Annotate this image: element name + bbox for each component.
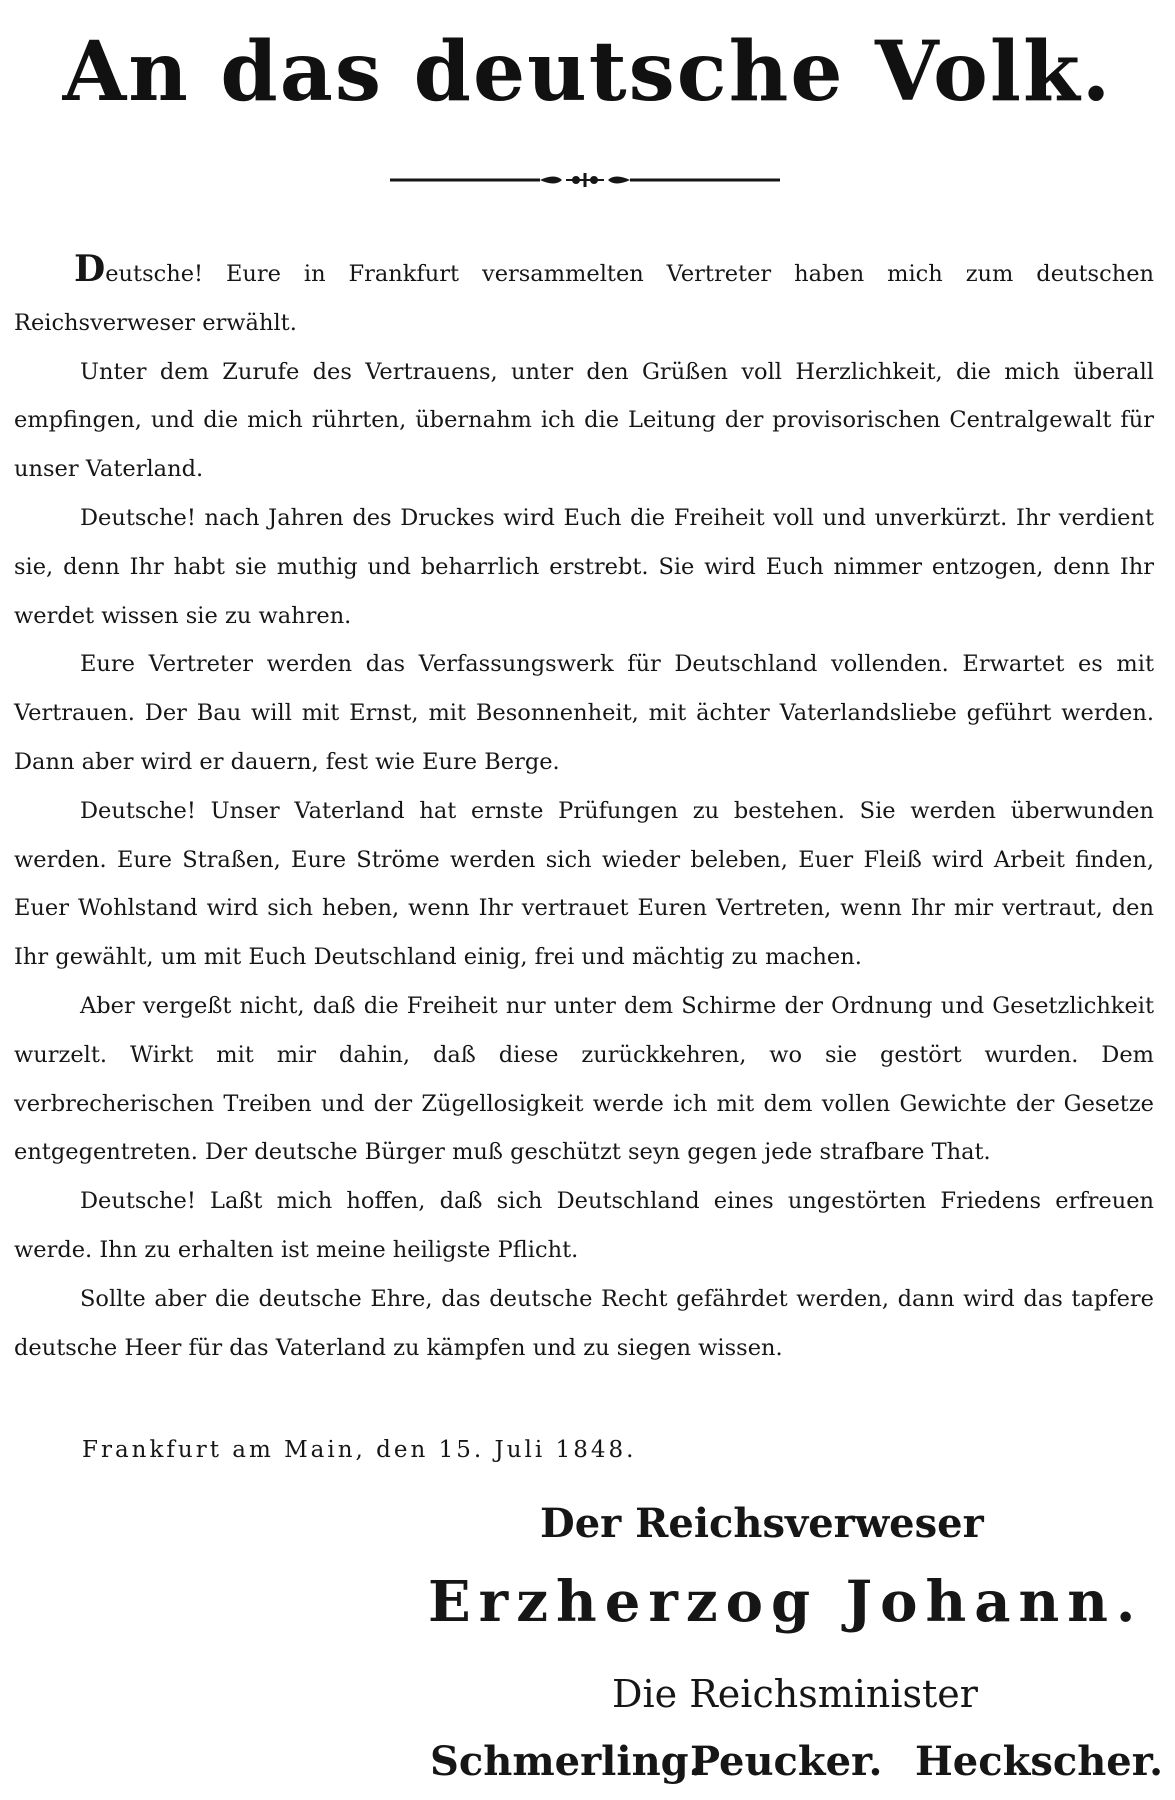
ministers-signatures — [430, 1730, 1164, 1794]
signature-title: Der Reichsverweser — [540, 1500, 984, 1547]
paragraph-1 — [14, 250, 1154, 348]
signature-name: Erzherzog Johann. — [428, 1569, 1144, 1635]
proclamation-body — [14, 250, 1154, 1372]
proclamation-title: An das deutsche Volk. — [62, 24, 1113, 120]
ornament-divider — [390, 168, 780, 192]
paragraph-7: Deutsche! Laßt mich hoffen, daß sich Deutschland eines ungestörten Friedens erfreuen werde. Ihn zu erhalten ist meine heiligste Pflicht. — [14, 1188, 1154, 1263]
paragraph-6: Aber vergeßt nicht, daß die Freiheit nur unter dem Schirme der Ordnung und Gesetzlichkeit wurzelt. Wirkt mit mir dahin, daß diese zurückkehren, wo sie gestört wurden. Dem verbrecherischen Treiben und der Zügellosigkeit werde ich mit dem vollen Gewichte der Gesetze entgegentreten. Der deutsche Bürger muß geschützt seyn gegen jede strafbare That. — [14, 992, 1154, 1166]
paragraph-4: Eure Vertreter werden das Verfassungswerk für Deutschland vollenden. Erwartet es mit Vertrauen. Der Bau will mit Ernst, mit Besonnenheit, mit ächter Vaterlandsliebe geführt werden. Dann aber wird er dauern, fest wie Eure Berge. — [14, 651, 1154, 775]
paragraph-5: Deutsche! Unser Vaterland hat ernste Prüfungen zu bestehen. Sie werden überwunden werden. Eure Straßen, Eure Ströme werden sich wieder beleben, Euer Fleiß wird Arbeit finden, Euer Wohlstand wird sich heben, wenn Ihr vertrauet Euren Vertreten, wenn Ihr mir vertraut, den Ihr gewählt, um mit Euch Deutschland einig, frei und mächtig zu machen. — [14, 797, 1154, 971]
ministers-label: Die Reichsminister — [612, 1672, 978, 1716]
dropcap-letter: D — [74, 248, 106, 290]
paragraph-3: Deutsche! nach Jahren des Druckes wird Euch die Freiheit voll und unverkürzt. Ihr verdient sie, denn Ihr habt sie muthig und beharrlich erstrebt. Sie wird Euch nimmer entzogen, denn Ihr werdet wissen sie zu wahren. — [14, 504, 1154, 629]
minister-name: Schmerling. — [430, 1738, 703, 1785]
dateline: Frankfurt am Main, den 15. Juli 1848. — [82, 1437, 637, 1463]
minister-name: Peucker. — [690, 1738, 883, 1785]
paragraph-2: Unter dem Zurufe des Vertrauens, unter den Grüßen voll Herzlichkeit, die mich überall empfingen, und die mich rührten, übernahm ich die Leitung der provisorischen Centralgewalt für unser Vaterland. — [14, 358, 1154, 483]
minister-name: Heckscher. — [915, 1738, 1164, 1785]
paragraph-text: eutsche! Eure in Frankfurt versammelten Vertreter haben mich zum deutschen Reichsverweser erwählt. — [14, 261, 1154, 336]
paragraph-8: Sollte aber die deutsche Ehre, das deutsche Recht gefährdet werden, dann wird das tapfere deutsche Heer für das Vaterland zu kämpfen und zu siegen wissen. — [14, 1285, 1154, 1361]
